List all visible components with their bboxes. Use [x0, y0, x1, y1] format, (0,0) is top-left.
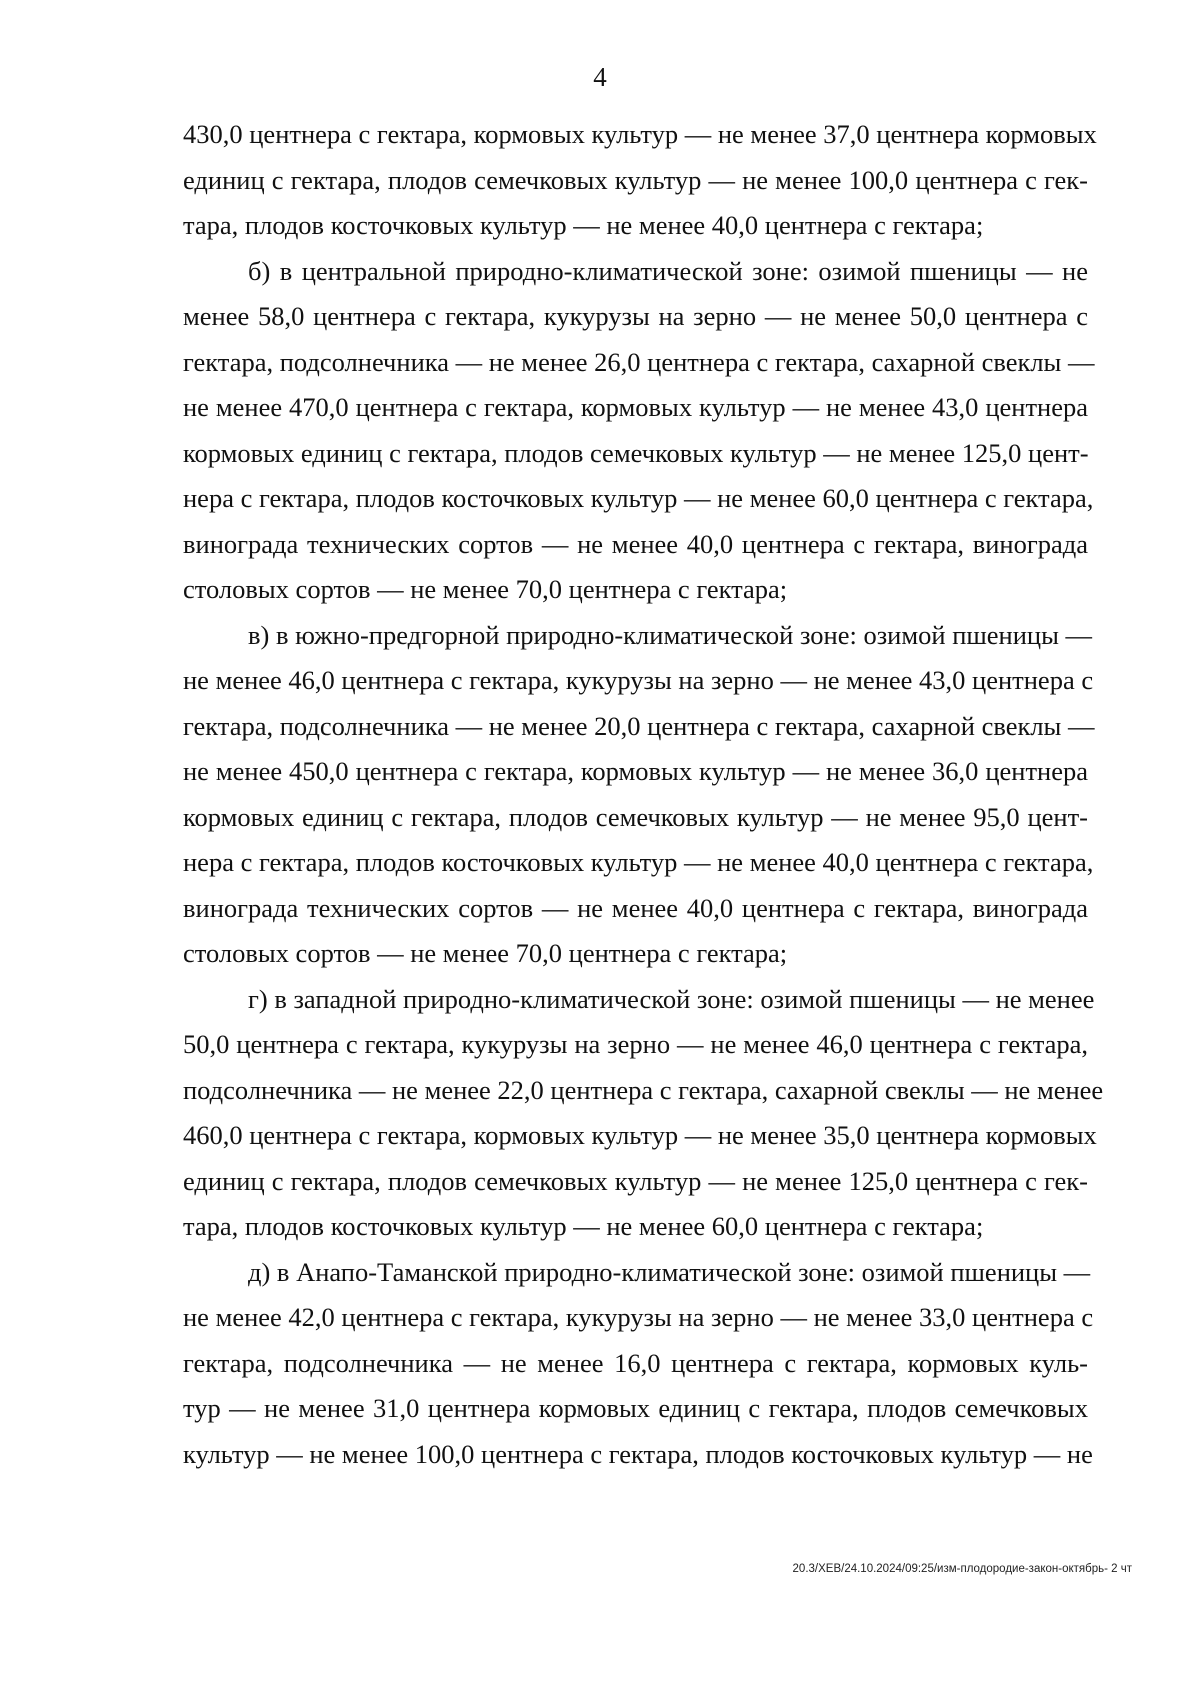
text-line: не менее 42,0 центнера с гектара, кукурузы на зерно — не менее 33,0 центнера с [183, 1302, 1094, 1332]
text-line: гектара, подсолнечника — не менее 20,0 центнера с гектара, сахарной свеклы — [183, 710, 1095, 741]
text-line: менее 58,0 центнера с гектара, кукурузы на зерно — не менее 50,0 центнера с [183, 301, 1088, 331]
paragraph-item-g [183, 977, 1104, 1250]
text-line: кормовых единиц с гектара, плодов семечковых культур — не менее 125,0 цент- [183, 437, 1089, 468]
text-line: 50,0 центнера с гектара, кукурузы на зерно — не менее 46,0 центнера с гектара, [183, 1029, 1088, 1059]
paragraph-item-v [183, 613, 1095, 977]
text-line: 460,0 центнера с гектара, кормовых культур — не менее 35,0 центнера кормовых [183, 1120, 1097, 1150]
text-line: гектара, подсолнечника — не менее 26,0 центнера с гектара, сахарной свеклы — [183, 346, 1095, 377]
text-line: нера с гектара, плодов косточковых культур — не менее 40,0 центнера с гектара, [183, 847, 1094, 877]
paragraph-item-d [183, 1250, 1094, 1478]
text-line: в) в южно-предгорной природно-климатической зоне: озимой пшеницы — [248, 619, 1093, 650]
text-line: винограда технических сортов — не менее 40,0 центнера с гектара, винограда [183, 892, 1088, 923]
text-line: единиц с гектара, плодов семечковых культур — не менее 125,0 центнера с гек- [183, 1165, 1088, 1196]
text-line: гектара, подсолнечника — не менее 16,0 центнера с гектара, кормовых куль- [183, 1347, 1088, 1378]
text-line: столовых сортов — не менее 70,0 центнера с гектара; [183, 574, 788, 604]
text-line: подсолнечника — не менее 22,0 центнера с гектара, сахарной свеклы — не менее [183, 1074, 1104, 1105]
text-line: не менее 450,0 центнера с гектара, кормовых культур — не менее 36,0 центнера [183, 756, 1088, 786]
text-line: винограда технических сортов — не менее 40,0 центнера с гектара, винограда [183, 528, 1088, 559]
text-line: кормовых единиц с гектара, плодов семечковых культур — не менее 95,0 цент- [183, 801, 1088, 832]
text-line: 430,0 центнера с гектара, кормовых культур — не менее 37,0 центнера кормовых [183, 119, 1097, 149]
text-line: тара, плодов косточковых культур — не менее 60,0 центнера с гектара; [183, 1211, 984, 1241]
document-body [183, 112, 1104, 1477]
text-line: единиц с гектара, плодов семечковых культур — не менее 100,0 центнера с гек- [183, 164, 1088, 195]
paragraph-continuation [183, 112, 1097, 249]
footer-document-reference: 20.3/ХЕВ/24.10.2024/09:25/изм-плодородие-закон-октябрь- 2 чт [792, 1563, 1132, 1575]
text-line: г) в западной природно-климатической зоне: озимой пшеницы — не менее [248, 983, 1095, 1014]
text-line: не менее 46,0 центнера с гектара, кукурузы на зерно — не менее 43,0 центнера с [183, 665, 1094, 695]
text-line: культур — не менее 100,0 центнера с гектара, плодов косточковых культур — не [183, 1438, 1093, 1469]
text-line: нера с гектара, плодов косточковых культур — не менее 60,0 центнера с гектара, [183, 483, 1094, 513]
paragraph-item-b [183, 249, 1095, 613]
text-line: не менее 470,0 центнера с гектара, кормовых культур — не менее 43,0 центнера [183, 392, 1088, 422]
text-line: д) в Анапо-Таманской природно-климатической зоне: озимой пшеницы — [248, 1256, 1091, 1287]
text-line: тара, плодов косточковых культур — не менее 40,0 центнера с гектара; [183, 210, 984, 240]
text-line: столовых сортов — не менее 70,0 центнера с гектара; [183, 938, 788, 968]
page-number: 4 [593, 62, 607, 92]
text-line: тур — не менее 31,0 центнера кормовых единиц с гектара, плодов семечковых [183, 1393, 1088, 1423]
text-line: б) в центральной природно-климатической зоне: озимой пшеницы — не [248, 255, 1088, 286]
